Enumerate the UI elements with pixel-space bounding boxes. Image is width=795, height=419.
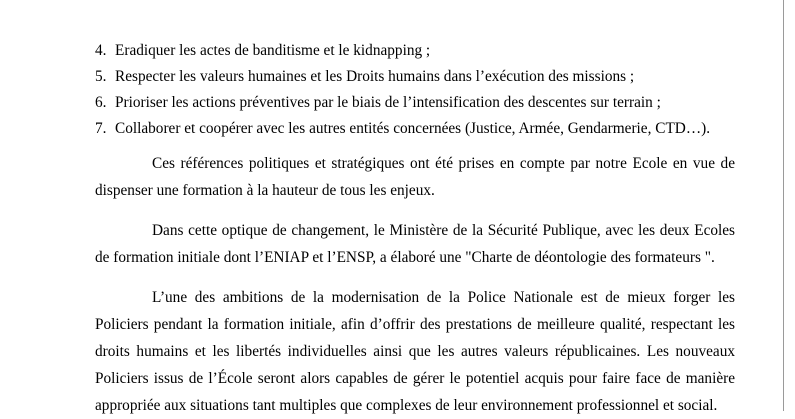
list-item-number: 5.	[95, 68, 107, 85]
paragraph-charter: Dans cette optique de changement, le Ministère de la Sécurité Publique, avec les deux Ecoles de formation initiale dont l’ENIAP et l’ENSP, a élaboré une "Charte de déontologie des formateurs ".	[95, 222, 735, 266]
paragraph-modernisation: L’une des ambitions de la modernisation de la Police Nationale est de mieux forger les Policiers pendant la formation initiale, afin d’offrir des prestations de meilleure qualité, respectant les droits humains et les libertés individuelles ainsi que les autres valeurs républicaines. Les nouveaux Policiers issus de l’École seront alors capables de gérer le potentiel acquis pour faire face de manière appropriée aux situations tant multiples que complexes de leur environnement professionnel et social.	[95, 289, 735, 414]
list-item-text: Respecter les valeurs humaines et les Droits humains dans l’exécution des missions ;	[115, 68, 635, 85]
list-item	[95, 90, 735, 116]
list-item-number: 6.	[95, 94, 107, 111]
list-item-text: Collaborer et coopérer avec les autres entités concernées (Justice, Armée, Gendarmerie, CTD…).	[115, 120, 711, 137]
paragraph-references: Ces références politiques et stratégiques ont été prises en compte par notre Ecole en vue de dispenser une formation à la hauteur de tous les enjeux.	[95, 155, 735, 199]
page-edge-divider	[783, 0, 784, 411]
list-item-number: 4.	[95, 42, 107, 59]
list-item	[95, 64, 735, 90]
list-item-number: 7.	[95, 120, 107, 137]
document-body	[95, 38, 735, 419]
numbered-list	[95, 38, 735, 142]
list-item-text: Prioriser les actions préventives par le biais de l’intensification des descentes sur terrain ;	[115, 94, 661, 111]
list-item	[95, 38, 735, 64]
list-item	[95, 116, 735, 142]
list-item-text: Eradiquer les actes de banditisme et le kidnapping ;	[115, 42, 431, 59]
